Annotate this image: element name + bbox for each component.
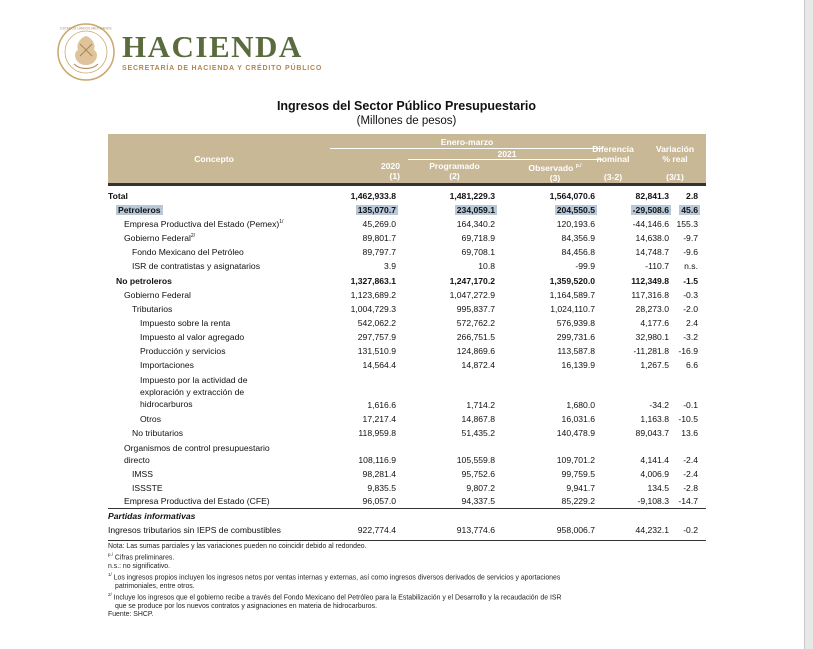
report-subtitle: (Millones de pesos) [356,115,457,127]
section-divider [108,508,706,509]
logo-subtitle: SECRETARÍA DE HACIENDA Y CRÉDITO PÚBLICO [122,65,323,72]
logo-name: HACIENDA [122,29,303,64]
note: $^{1/}$ Los ingresos propios incluyen los ingresos netos por ventas internas y externas, así como ingresos diversos derivados de servicios y aportaciones [108,572,561,582]
header-col5: Variación % real (3/1) [655,144,695,182]
header-col2: Programado (2) [429,161,480,181]
header-col3: Observado $^{p./}$ (3) [528,162,582,183]
footnotes [108,543,708,619]
header-col1: 2020 (1) [380,161,400,181]
mexico-seal-icon [56,22,116,82]
svg-text:ESTADOS UNIDOS MEXICANOS: ESTADOS UNIDOS MEXICANOS [60,26,112,31]
table-header [108,134,706,183]
page-edge [804,0,813,649]
header-col4: Diferencia nominal (3-2) [592,144,634,182]
table-row: Impuesto por la actividad de exploración y extracción de hidrocarburos 1,616.6 1,714.2 1,680.0 -34.2 -0.1 [140,375,698,410]
note: $^{p./}$ Cifras preliminares. [108,552,175,562]
header-enero-marzo: Enero-marzo [440,137,494,147]
note: patrimoniales, entre otros. [115,582,195,590]
note: Nota: Las sumas parciales y las variaciones pueden no coincidir debido al redondeo. [108,543,367,550]
header-rule [108,183,706,186]
hacienda-logo [56,22,322,82]
header-2021: 2021 [497,149,517,159]
note: n.s.: no significativo. [108,562,171,570]
note: Fuente: SHCP. [108,610,154,618]
header-concepto: Concepto [194,154,234,164]
table-row: Organismos de control presupuestario directo 108,116.9 105,559.8 109,701.2 4,141.4 -2.4 [124,443,698,465]
note: que se produce por los nuevos contratos y asignaciones en materia de hidrocarburos. [115,602,377,610]
report-title: Ingresos del Sector Público Presupuestario [276,99,537,113]
note: $^{2/}$ Incluye los ingresos que el gobierno recibe a través del Fondo Mexicano del Petróleo para la Estabilización y el Desarrollo y la recaudación de ISR [108,592,562,602]
table-bottom-rule [108,540,706,541]
revenue-table: Concepto Enero-marzo 2021 2020 (1) Programado (2) Observado $^{p./}$ (3) Diferencia nominal (3-2) Variación % real (3/1) Total 1,462,933.8 1,481,229.3 1,564,070.6 82,841.3 2.8 Petroleros 135,070.7 234,059.1 204,550.5 -29,508.6 45.6 Empresa Productiva del Estado (Pemex)$^{1/}$ 45,269.0 164,340.2 120,193.6 -44,146.6 155.3 Gobierno Federal$^{2/}$ 89,801.7 69,718.9 84,356.9 14,638.0 -9.7 Fondo Mexicano del Petróleo 89,797.7 69,708.1 84,456.8 14,748.7 -9.6 ISR de contratistas y asignatarios 3.9 10.8 -99.9 -110.7 n.s. No petroleros 1,327,863.1 1,247,170.2 1,359,520.0 112,349.8 -1.5 Gobierno Federal 1,123,689.2 1,047,272.9 1,164,589.7 117,316.8 -0.3 Tributarios 1,004,729.3 995,837.7 1,024,110.7 28,273.0 -2.0 Impuesto sobre la renta 542,062.2 572,762.2 576,939.8 4,177.6 2.4 Impuesto al valor agregado 297,757.9 266,751.5 299,731.6 32,980.1 -3.2 Producción y servicios 131,510.9 124,869.6 113,587.8 -11,281.8 -16.9 Importaciones 14,564.4 14,872.4 16,139.9 1,267.5 6.6 Impuesto por la actividad de exploración y extracción de hidrocarburos 1,616.6 1,714.2 1,680.0 -34.2 -0.1 Otros 17,217.4 14,867.8 16,031.6 1,163.8 -10.5 No tributarios 118,959.8 51,435.2 140,478.9 89,043.7 13.6 Organismos de control presupuestario directo 108,116.9 105,559.8 109,701.2 4,141.4 -2.4 IMSS 98,281.4 95,752.6 99,759.5 4,006.9 -2.4 ISSSTE 9,835.5 9,807.2 9,941.7 134.5 -2.8 Empresa Productiva del Estado (CFE) 96,057.0 94,337.5 85,229.2 -9,108.3 -14.7 Partidas informativas Ingresos tributarios sin IEPS de combustibles 922,774.4 913,774.6 958,006.7 44,232.1 -0.2 [108,134,706,183]
